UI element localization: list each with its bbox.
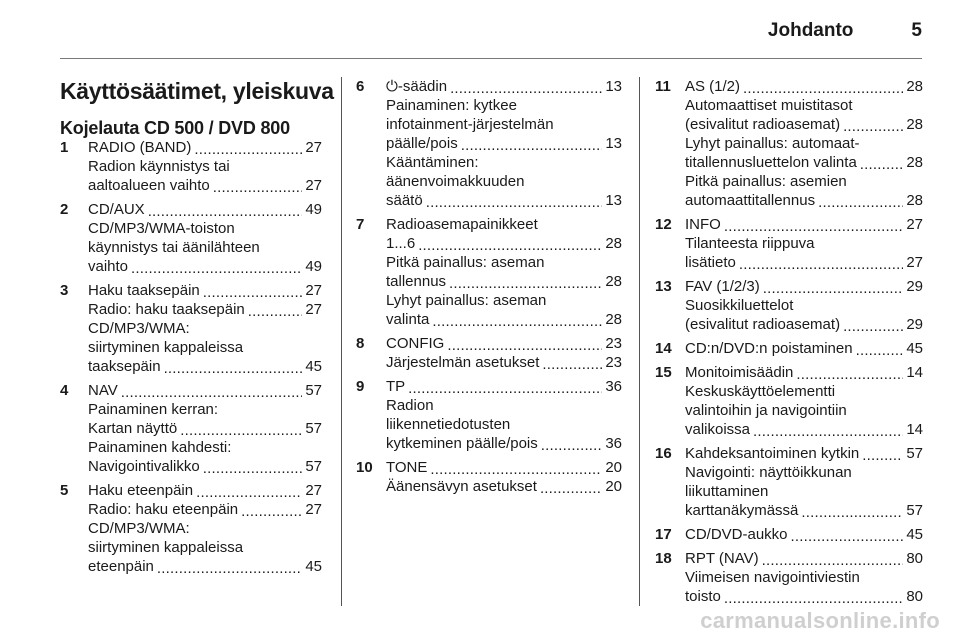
- description-line: [685, 134, 923, 153]
- dot-leader: [450, 81, 602, 96]
- dot-leader: [461, 138, 603, 153]
- control-entry: [356, 77, 622, 210]
- description-line: [685, 401, 923, 420]
- description-line: [685, 463, 923, 482]
- control-description: [386, 77, 622, 210]
- toc-line: [386, 377, 622, 396]
- line-text: karttanäkymässä: [685, 502, 799, 519]
- page-reference: 28: [906, 154, 923, 171]
- page-reference: 27: [305, 139, 322, 156]
- line-text: CD/MP3/WMA:: [88, 520, 190, 537]
- dot-leader: [796, 367, 903, 382]
- column-middle: [356, 77, 622, 501]
- toc-line: [386, 77, 622, 96]
- dot-leader: [818, 195, 903, 210]
- line-text: valikoissa: [685, 421, 751, 438]
- page-reference: 57: [305, 382, 322, 399]
- dot-leader: [743, 81, 903, 96]
- description-line: [386, 153, 622, 172]
- control-description: [685, 215, 923, 272]
- line-text: Radio: haku eteenpäin: [88, 501, 239, 518]
- column-right: [655, 77, 923, 611]
- page-reference: 27: [305, 177, 322, 194]
- toc-line: [88, 200, 322, 219]
- page-reference: 49: [305, 201, 322, 218]
- description-line: [386, 96, 622, 115]
- dot-leader: [763, 281, 904, 296]
- description-line: [386, 172, 622, 191]
- page-number: 5: [911, 20, 922, 41]
- description-line: [386, 396, 622, 415]
- page-reference: 13: [605, 192, 622, 209]
- toc-line: [685, 315, 923, 334]
- line-text: eteenpäin: [88, 558, 154, 575]
- line-text: lisätieto: [685, 254, 736, 271]
- control-number: 13: [655, 278, 672, 295]
- description-line: [88, 219, 322, 238]
- page-reference: 27: [305, 501, 322, 518]
- control-number: 7: [356, 216, 365, 233]
- description-line: [386, 253, 622, 272]
- line-text: CD/AUX: [88, 201, 145, 218]
- description-line: [88, 238, 322, 257]
- control-description: [685, 277, 923, 334]
- control-entry: [60, 481, 322, 576]
- dot-leader: [196, 485, 302, 500]
- line-text: siirtyminen kappaleissa: [88, 539, 244, 556]
- line-text: Navigointi: näyttöikkunan: [685, 464, 852, 481]
- control-description: [685, 339, 923, 358]
- line-text: päälle/pois: [386, 135, 458, 152]
- page-reference: 45: [906, 340, 923, 357]
- page-reference: 36: [605, 435, 622, 452]
- dot-leader: [856, 343, 904, 358]
- description-line: [685, 172, 923, 191]
- dot-leader: [540, 481, 602, 496]
- dot-leader: [121, 385, 303, 400]
- dot-leader: [157, 561, 302, 576]
- line-text: Painaminen kerran:: [88, 401, 219, 418]
- dot-leader: [541, 438, 603, 453]
- description-line: [386, 115, 622, 134]
- control-number: 14: [655, 340, 672, 357]
- toc-line: [685, 115, 923, 134]
- control-entry: [655, 549, 923, 606]
- dot-leader: [724, 591, 903, 606]
- line-text: TP: [386, 378, 406, 395]
- description-line: [685, 296, 923, 315]
- column-divider: [639, 77, 640, 606]
- page-reference: 20: [605, 459, 622, 476]
- control-number: 11: [655, 78, 671, 95]
- control-entry: [60, 138, 322, 195]
- toc-line: [685, 77, 923, 96]
- header-title: Johdanto: [767, 20, 854, 41]
- page-reference: 28: [906, 116, 923, 133]
- line-text: Painaminen: kytkee: [386, 97, 517, 114]
- line-text: Järjestelmän asetukset: [386, 354, 540, 371]
- line-text: käynnistys tai äänilähteen: [88, 239, 260, 256]
- dot-leader: [791, 529, 904, 544]
- line-text: Keskuskäyttöelementti: [685, 383, 836, 400]
- toc-line: [386, 310, 622, 329]
- dot-leader: [241, 504, 302, 519]
- line-text: AS (1/2): [685, 78, 741, 95]
- running-header: [768, 20, 922, 42]
- control-description: [88, 200, 322, 276]
- toc-line: [685, 420, 923, 439]
- line-text: Navigointivalikko: [88, 458, 200, 475]
- control-entry: [655, 77, 923, 210]
- line-text: 1...6: [386, 235, 416, 252]
- dot-leader: [131, 261, 302, 276]
- dot-leader: [430, 462, 602, 477]
- page-reference: 27: [906, 216, 923, 233]
- control-description: [88, 281, 322, 376]
- page-reference: 45: [305, 558, 322, 575]
- line-text: INFO: [685, 216, 721, 233]
- toc-line: [88, 457, 322, 476]
- line-text: Kartan näyttö: [88, 420, 178, 437]
- dot-leader: [203, 285, 303, 300]
- line-text: Radioasemapainikkeet: [386, 216, 538, 233]
- header-rule: [60, 58, 922, 59]
- line-text: Tilanteesta riippuva: [685, 235, 815, 252]
- description-line: [685, 96, 923, 115]
- description-line: [88, 319, 322, 338]
- description-line: [88, 438, 322, 457]
- toc-line: [88, 138, 322, 157]
- line-text: CD/MP3/WMA-toiston: [88, 220, 235, 237]
- toc-line: [88, 357, 322, 376]
- line-text: Automaattiset muistitasot: [685, 97, 853, 114]
- line-text: valinta: [386, 311, 430, 328]
- page-reference: 27: [305, 482, 322, 499]
- line-text: CD/MP3/WMA:: [88, 320, 190, 337]
- control-number: 5: [60, 482, 69, 499]
- column-divider: [341, 77, 342, 606]
- column-left: [60, 138, 322, 581]
- control-entry: [655, 339, 923, 358]
- dot-leader: [862, 448, 903, 463]
- toc-line: [386, 134, 622, 153]
- control-description: [386, 458, 622, 496]
- line-text: RADIO (BAND): [88, 139, 192, 156]
- control-entry: [655, 444, 923, 520]
- page-reference: 57: [906, 502, 923, 519]
- line-text: Haku eteenpäin: [88, 482, 194, 499]
- toc-line: [386, 334, 622, 353]
- line-text: Radio: haku taaksepäin: [88, 301, 245, 318]
- control-entry: [655, 363, 923, 439]
- line-text: RPT (NAV): [685, 550, 759, 567]
- control-entry: [356, 215, 622, 329]
- line-text: Viimeisen navigointiviestin: [685, 569, 860, 586]
- line-text: Äänensävyn asetukset: [386, 478, 537, 495]
- control-entry: [60, 381, 322, 476]
- page-reference: 57: [906, 445, 923, 462]
- line-text: Painaminen kahdesti:: [88, 439, 232, 456]
- page-reference: 80: [906, 550, 923, 567]
- description-line: [88, 338, 322, 357]
- control-description: [685, 549, 923, 606]
- line-text: NAV: [88, 382, 118, 399]
- line-text: Suosikkiluettelot: [685, 297, 794, 314]
- line-text: Haku taaksepäin: [88, 282, 200, 299]
- dot-leader: [449, 276, 602, 291]
- line-text: liikuttaminen: [685, 483, 769, 500]
- control-entry: [655, 215, 923, 272]
- line-text: Lyhyt painallus: aseman: [386, 292, 547, 309]
- dot-leader: [213, 180, 303, 195]
- dot-leader: [843, 119, 903, 134]
- control-description: [88, 381, 322, 476]
- toc-line: [88, 557, 322, 576]
- page-reference: 14: [906, 421, 923, 438]
- dot-leader: [860, 157, 904, 172]
- toc-line: [685, 525, 923, 544]
- toc-line: [88, 281, 322, 300]
- line-text: äänenvoimakkuuden: [386, 173, 525, 190]
- toc-line: [386, 191, 622, 210]
- toc-line: [685, 277, 923, 296]
- dot-leader: [180, 423, 302, 438]
- line-text: siirtyminen kappaleissa: [88, 339, 244, 356]
- toc-line: [386, 272, 622, 291]
- control-number: 10: [356, 459, 373, 476]
- control-entry: [60, 281, 322, 376]
- line-text: (esivalitut radioasemat): [685, 316, 841, 333]
- page-reference: 28: [906, 192, 923, 209]
- line-text: Pitkä painallus: asemien: [685, 173, 847, 190]
- page-reference: 20: [605, 478, 622, 495]
- line-text: Kääntäminen:: [386, 154, 479, 171]
- line-text: kytkeminen päälle/pois: [386, 435, 538, 452]
- toc-line: [386, 458, 622, 477]
- page-reference: 28: [605, 235, 622, 252]
- control-description: [685, 77, 923, 210]
- toc-line: [685, 153, 923, 172]
- control-number: 9: [356, 378, 365, 395]
- toc-line: [88, 381, 322, 400]
- toc-line: [685, 501, 923, 520]
- line-text: ⏻-säädin: [386, 78, 448, 95]
- control-entry: [655, 277, 923, 334]
- watermark: carmanualsonline.info: [700, 608, 940, 633]
- description-line: [685, 568, 923, 587]
- toc-line: [685, 549, 923, 568]
- page-reference: 29: [906, 316, 923, 333]
- line-text: valintoihin ja navigointiin: [685, 402, 847, 419]
- control-number: 12: [655, 216, 672, 233]
- toc-line: [386, 353, 622, 372]
- toc-line: [88, 176, 322, 195]
- dot-leader: [801, 505, 903, 520]
- control-description: [88, 481, 322, 576]
- toc-line: [685, 215, 923, 234]
- control-number: 17: [655, 526, 672, 543]
- control-description: [685, 525, 923, 544]
- toc-line: [386, 434, 622, 453]
- line-text: CONFIG: [386, 335, 445, 352]
- dot-leader: [447, 338, 602, 353]
- description-line: [386, 415, 622, 434]
- dot-leader: [148, 204, 303, 219]
- description-line: [685, 382, 923, 401]
- control-number: 15: [655, 364, 672, 381]
- dot-leader: [753, 424, 903, 439]
- dot-leader: [203, 461, 303, 476]
- page-reference: 27: [305, 282, 322, 299]
- dot-leader: [426, 195, 603, 210]
- control-entry: [356, 334, 622, 372]
- control-entry: [655, 525, 923, 544]
- line-text: FAV (1/2/3): [685, 278, 760, 295]
- line-text: Pitkä painallus: aseman: [386, 254, 545, 271]
- toc-line: [685, 339, 923, 358]
- description-line: [88, 400, 322, 419]
- dot-leader: [164, 361, 303, 376]
- control-number: 4: [60, 382, 69, 399]
- toc-line: [386, 477, 622, 496]
- dot-leader: [248, 304, 303, 319]
- control-entry: [60, 200, 322, 276]
- page-reference: 45: [906, 526, 923, 543]
- line-text: Monitoimisäädin: [685, 364, 794, 381]
- line-text: titallennusluettelon valinta: [685, 154, 857, 171]
- control-number: 2: [60, 201, 69, 218]
- control-number: 1: [60, 139, 69, 156]
- page-reference: 13: [605, 78, 622, 95]
- line-text: säätö: [386, 192, 423, 209]
- dot-leader: [194, 142, 302, 157]
- control-description: [685, 363, 923, 439]
- control-entry: [356, 458, 622, 496]
- page-reference: 29: [906, 278, 923, 295]
- control-number: 18: [655, 550, 672, 567]
- page-reference: 23: [605, 354, 622, 371]
- page-reference: 27: [906, 254, 923, 271]
- control-number: 8: [356, 335, 365, 352]
- dot-leader: [762, 553, 904, 568]
- description-line: [685, 482, 923, 501]
- page-reference: 27: [305, 301, 322, 318]
- toc-line: [88, 481, 322, 500]
- page-reference: 36: [605, 378, 622, 395]
- line-text: Lyhyt painallus: automaat-: [685, 135, 860, 152]
- line-text: Kahdeksantoiminen kytkin: [685, 445, 860, 462]
- control-number: 6: [356, 78, 365, 95]
- page-reference: 57: [305, 420, 322, 437]
- control-description: [386, 334, 622, 372]
- line-text: CD:n/DVD:n poistaminen: [685, 340, 853, 357]
- page-reference: 45: [305, 358, 322, 375]
- page-reference: 28: [605, 273, 622, 290]
- page-reference: 28: [906, 78, 923, 95]
- line-text: aaltoalueen vaihto: [88, 177, 210, 194]
- description-line: [685, 234, 923, 253]
- dot-leader: [432, 314, 602, 329]
- description-line: [88, 519, 322, 538]
- sub-title: Kojelauta CD 500 / DVD 800: [60, 118, 290, 138]
- line-text: (esivalitut radioasemat): [685, 116, 841, 133]
- page-reference: 14: [906, 364, 923, 381]
- line-text: toisto: [685, 588, 721, 605]
- line-text: Radion: [386, 397, 434, 414]
- line-text: CD/DVD-aukko: [685, 526, 788, 543]
- toc-line: [685, 444, 923, 463]
- dot-leader: [542, 357, 602, 372]
- line-text: TONE: [386, 459, 428, 476]
- page-reference: 80: [906, 588, 923, 605]
- description-line: [88, 157, 322, 176]
- toc-line: [685, 191, 923, 210]
- dot-leader: [739, 257, 903, 272]
- page-reference: 57: [305, 458, 322, 475]
- dot-leader: [418, 238, 602, 253]
- line-text: Radion käynnistys tai: [88, 158, 230, 175]
- dot-leader: [408, 381, 602, 396]
- toc-line: [88, 257, 322, 276]
- control-description: [88, 138, 322, 195]
- control-entry: [356, 377, 622, 453]
- control-description: [386, 377, 622, 453]
- section-title: Käyttösäätimet, yleiskuva: [60, 78, 334, 104]
- toc-line: [685, 587, 923, 606]
- page-reference: 28: [605, 311, 622, 328]
- line-text: liikennetiedotusten: [386, 416, 511, 433]
- line-text: automaattitallennus: [685, 192, 816, 209]
- description-line: [88, 538, 322, 557]
- dot-leader: [724, 219, 903, 234]
- toc-line: [386, 234, 622, 253]
- page-reference: 49: [305, 258, 322, 275]
- line-text: infotainment-järjestelmän: [386, 116, 554, 133]
- page-reference: 23: [605, 335, 622, 352]
- control-number: 16: [655, 445, 672, 462]
- description-line: [386, 291, 622, 310]
- control-number: 3: [60, 282, 69, 299]
- toc-line: [685, 363, 923, 382]
- toc-line: [88, 300, 322, 319]
- description-line: [386, 215, 622, 234]
- toc-line: [685, 253, 923, 272]
- dot-leader: [843, 319, 903, 334]
- toc-line: [88, 419, 322, 438]
- control-description: [685, 444, 923, 520]
- line-text: vaihto: [88, 258, 129, 275]
- line-text: taaksepäin: [88, 358, 161, 375]
- line-text: tallennus: [386, 273, 447, 290]
- toc-line: [88, 500, 322, 519]
- control-description: [386, 215, 622, 329]
- page-reference: 13: [605, 135, 622, 152]
